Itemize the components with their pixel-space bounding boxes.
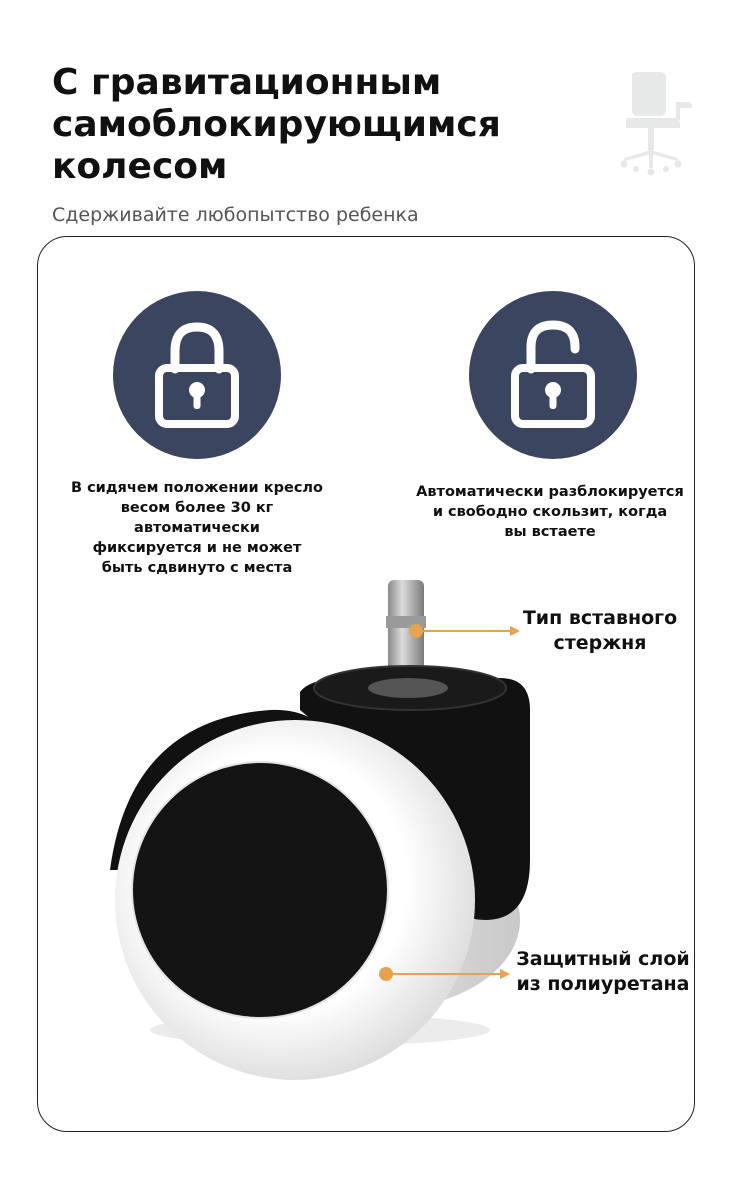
- lock-closed-caption: В сидячем положении кресло весом более 30 кг автоматически фиксируется и не может быть сдвинуто с места: [70, 480, 323, 576]
- chair-logo-icon: [618, 72, 694, 176]
- lock-open-badge: [469, 291, 637, 459]
- polyurethane-layer-label: Защитный слой из полиуретана: [516, 948, 690, 995]
- caster-wheel-illustration: [90, 560, 560, 1100]
- lock-open-icon: [469, 291, 637, 459]
- page-subtitle: Сдерживайте любопытство ребенка: [52, 204, 419, 226]
- lock-closed-icon: [113, 291, 281, 459]
- stem-callout-dot: [409, 624, 423, 638]
- stem-type-label: Тип вставного стержня: [522, 607, 678, 654]
- page-title: С гравитационным самоблокирующимся колесом: [52, 62, 501, 187]
- lock-closed-badge: [113, 291, 281, 459]
- coating-callout-dot: [379, 967, 393, 981]
- lock-open-caption: Автоматически разблокируется и свободно скользит, когда вы встаете: [416, 484, 684, 540]
